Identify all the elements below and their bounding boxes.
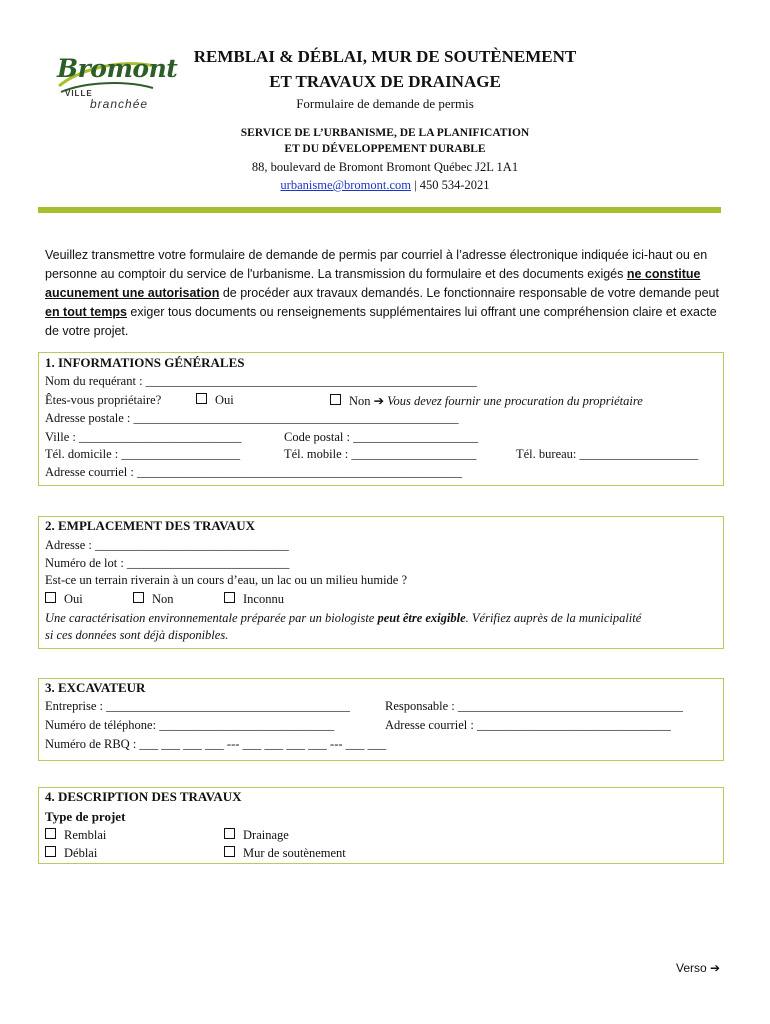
checkbox-drainage[interactable] xyxy=(224,828,235,839)
riverain-no-option[interactable] xyxy=(133,592,174,607)
checkbox-retaining-wall[interactable] xyxy=(224,846,235,857)
intro-bold-2: en tout temps xyxy=(45,305,127,319)
intro-bold-1: ne constitue aucunement une autorisation xyxy=(45,267,701,300)
intro-text-2: de procéder aux travaux demandés. Le fonctionnaire responsable de votre demande peut xyxy=(219,286,719,300)
intro-text-3: exiger tous documents ou renseignements supplémentaires lui offrant une compréhension claire et exacte de votre projet. xyxy=(45,305,717,338)
checkbox-riverain-unknown[interactable] xyxy=(224,592,235,603)
checkbox-owner-no[interactable] xyxy=(330,394,341,405)
section3-title: 3. EXCAVATEUR xyxy=(45,680,146,695)
remblai-label: Remblai xyxy=(64,828,107,842)
postal-address-field[interactable]: Adresse postale : ____________________________________________________ xyxy=(45,411,459,425)
owner-no-label: Non xyxy=(349,394,371,408)
owner-question: Êtes-vous propriétaire? xyxy=(45,393,162,407)
logo-ville: VILLE xyxy=(65,89,93,98)
logo-brand: Bromont xyxy=(57,54,178,83)
arrow-right-icon: ➔ xyxy=(373,394,385,408)
service-line2: ET DU DÉVELOPPEMENT DURABLE xyxy=(284,143,486,155)
riverain-question: Est-ce un terrain riverain à un cours d’eau, un lac ou un milieu humide ? xyxy=(45,573,408,587)
city-field[interactable]: Ville : __________________________ xyxy=(45,430,242,444)
company-field[interactable]: Entreprise : _______________________________________ xyxy=(45,699,350,713)
excavator-phone-field[interactable]: Numéro de téléphone: ____________________________ xyxy=(45,718,335,732)
retaining-wall-label: Mur de soutènement xyxy=(243,846,346,860)
drainage-option[interactable] xyxy=(224,828,289,843)
address: 88, boulevard de Bromont Bromont Québec J2L 1A1 xyxy=(251,160,519,174)
excavator-email-field[interactable]: Adresse courriel : _______________________________ xyxy=(385,718,671,732)
riverain-unknown-label: Inconnu xyxy=(243,592,284,606)
riverain-no-label: Non xyxy=(152,592,174,606)
rbq-number-field[interactable]: Numéro de RBQ : ___ ___ ___ ___ --- ___ ___ ___ ___ --- ___ ___ xyxy=(45,737,387,751)
intro-paragraph xyxy=(45,246,720,341)
project-type-label: Type de projet xyxy=(45,809,126,824)
title-line1: REMBLAI & DÉBLAI, MUR DE SOUTÈNEMENT xyxy=(193,47,577,66)
section2-title: 2. EMPLACEMENT DES TRAVAUX xyxy=(45,518,255,533)
mobile-phone-field[interactable]: Tél. mobile : ____________________ xyxy=(284,447,477,461)
retaining-wall-option[interactable] xyxy=(224,846,346,861)
responsible-field[interactable]: Responsable : ____________________________________ xyxy=(385,699,683,713)
bromont-logo xyxy=(55,52,178,116)
intro-text-1: Veuillez transmettre votre formulaire de demande de permis par courriel à l’adresse électronique indiquée ici-haut ou en personne au comptoir du service de l'urbanisme. La transmission du formulaire et des documents exigés xyxy=(45,248,708,281)
requester-name-field[interactable]: Nom du requérant : _____________________________________________________ xyxy=(45,374,477,388)
checkbox-riverain-no[interactable] xyxy=(133,592,144,603)
lot-number-field[interactable]: Numéro de lot : __________________________ xyxy=(45,556,290,570)
environment-note-line1 xyxy=(45,611,641,626)
deblai-label: Déblai xyxy=(64,846,98,860)
riverain-yes-label: Oui xyxy=(64,592,83,606)
email-field[interactable]: Adresse courriel : ____________________________________________________ xyxy=(45,465,462,479)
header-divider xyxy=(38,207,721,213)
postal-code-field[interactable]: Code postal : ____________________ xyxy=(284,430,479,444)
env-note-text-2: . Vérifiez auprès de la municipalité xyxy=(465,611,642,625)
procuration-note: Vous devez fournir une procuration du propriétaire xyxy=(387,394,643,408)
section4-title: 4. DESCRIPTION DES TRAVAUX xyxy=(45,789,242,804)
checkbox-riverain-yes[interactable] xyxy=(45,592,56,603)
remblai-option[interactable] xyxy=(45,828,106,843)
riverain-unknown-option[interactable] xyxy=(224,592,284,607)
service-line1: SERVICE DE L’URBANISME, DE LA PLANIFICATION xyxy=(240,127,530,139)
phone: | 450 534-2021 xyxy=(411,178,490,192)
environment-note-line2: si ces données sont déjà disponibles. xyxy=(45,628,229,642)
drainage-label: Drainage xyxy=(243,828,289,842)
logo-tagline: branchée xyxy=(90,97,149,111)
home-phone-field[interactable]: Tél. domicile : ___________________ xyxy=(45,447,241,461)
contact-line xyxy=(160,178,610,193)
checkbox-remblai[interactable] xyxy=(45,828,56,839)
email-link[interactable]: urbanisme@bromont.com xyxy=(280,178,412,192)
owner-no-option[interactable] xyxy=(330,393,643,409)
checkbox-deblai[interactable] xyxy=(45,846,56,857)
checkbox-owner-yes[interactable] xyxy=(196,393,207,404)
owner-yes-label: Oui xyxy=(215,393,234,407)
owner-yes-option[interactable] xyxy=(196,393,234,408)
env-note-bold: peut être exigible xyxy=(377,611,466,625)
office-phone-field[interactable]: Tél. bureau: ___________________ xyxy=(516,447,699,461)
work-address-field[interactable]: Adresse : _______________________________ xyxy=(45,538,289,552)
title-line2: ET TRAVAUX DE DRAINAGE xyxy=(269,72,501,91)
section1-title: 1. INFORMATIONS GÉNÉRALES xyxy=(45,355,245,370)
deblai-option[interactable] xyxy=(45,846,97,861)
subtitle: Formulaire de demande de permis xyxy=(296,96,474,111)
riverain-yes-option[interactable] xyxy=(45,592,83,607)
verso-indicator: Verso ➔ xyxy=(676,961,721,975)
env-note-text-1: Une caractérisation environnementale préparée par un biologiste xyxy=(45,611,378,625)
